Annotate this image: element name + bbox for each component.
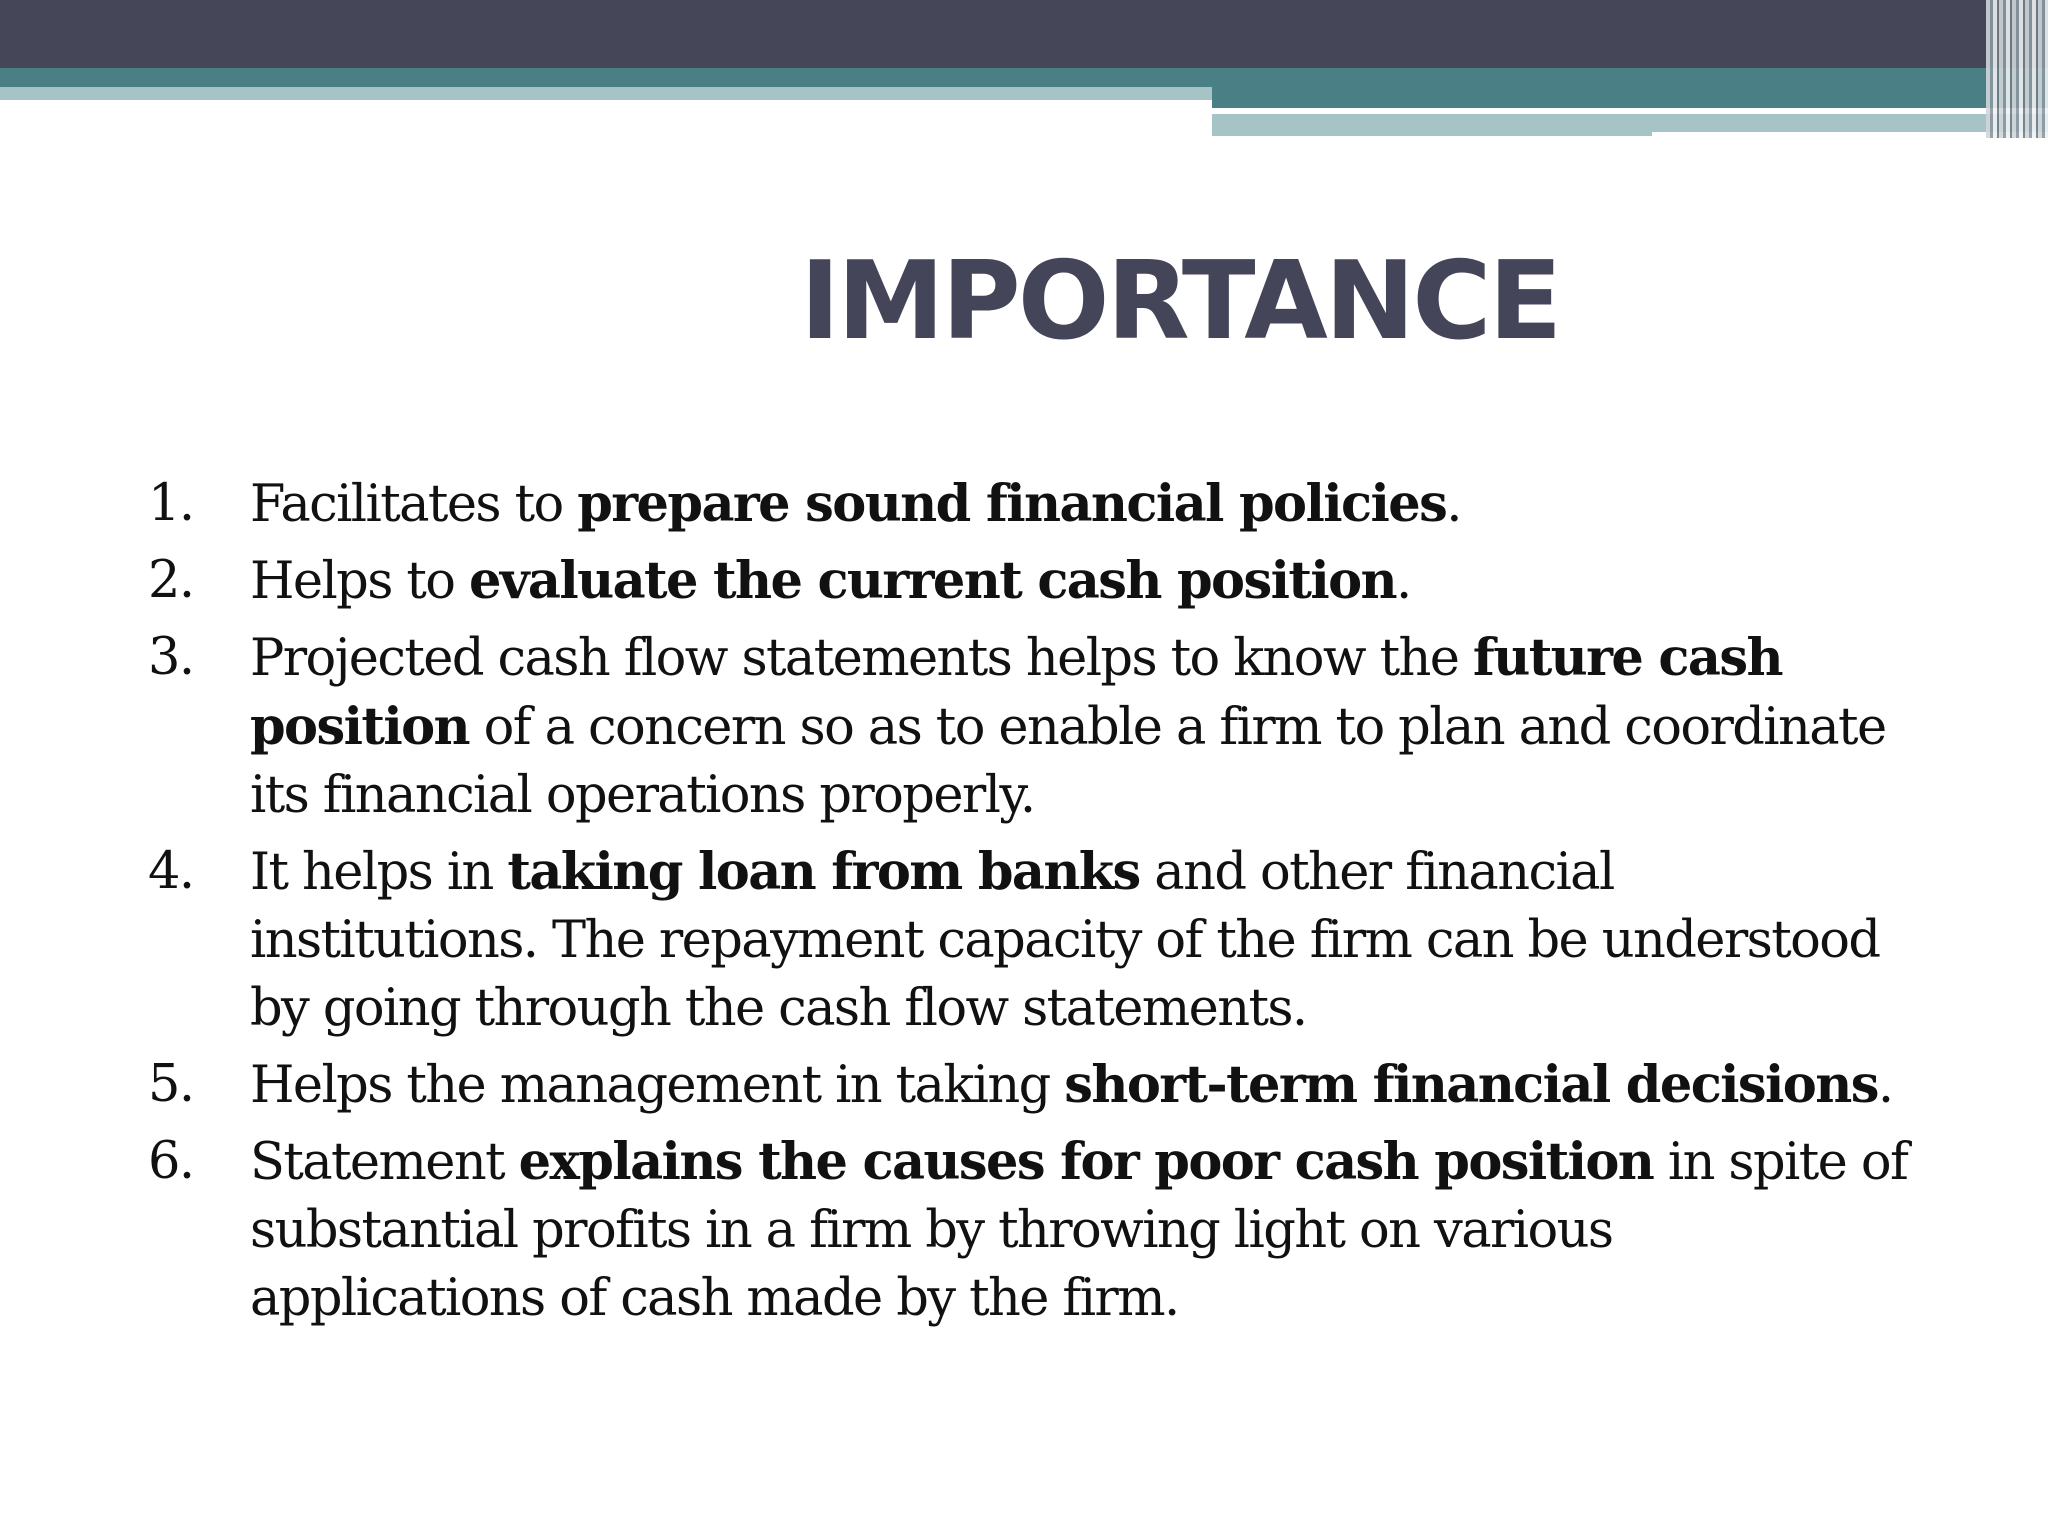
item-number: 4. <box>148 842 194 901</box>
list-item <box>148 1128 1908 1333</box>
list-item <box>148 470 1908 539</box>
item-text-part: in spite of substantial profits in a firm by throwing light on various applications of cash made by the firm. <box>250 1133 1908 1328</box>
item-number: 1. <box>148 474 194 533</box>
item-text <box>250 1133 1907 1328</box>
item-text-part: and other financial institutions. The repayment capacity of the firm can be understood by going through the cash flow statements. <box>250 843 1880 1038</box>
item-text-part: Statement <box>250 1133 519 1192</box>
item-text-part: . <box>1396 552 1411 611</box>
item-text <box>250 843 1879 1038</box>
item-text-part: It helps in <box>250 843 508 902</box>
item-text-emphasis: taking loan from banks <box>507 842 1140 902</box>
item-text-part: Helps the management in taking <box>250 1056 1065 1115</box>
header-band-teal-right <box>1212 68 2048 108</box>
item-text-part: Projected cash flow statements helps to know the <box>250 629 1473 688</box>
header-band-teal <box>0 68 1212 87</box>
item-number: 2. <box>148 551 194 610</box>
item-text-part: Facilitates to <box>250 475 578 534</box>
item-number: 3. <box>148 628 194 687</box>
item-number: 5. <box>148 1055 194 1114</box>
list-item <box>148 1051 1908 1120</box>
item-text-emphasis: future cash position <box>250 628 1782 757</box>
item-text-emphasis: short-term financial decisions <box>1064 1055 1878 1115</box>
item-text-emphasis: evaluate the current cash position <box>469 551 1396 611</box>
header-band-light <box>0 87 1212 100</box>
item-text-part: . <box>1877 1056 1893 1115</box>
item-text <box>250 629 1886 825</box>
item-text-emphasis: explains the causes for poor cash position <box>518 1132 1654 1192</box>
list-item <box>148 838 1908 1043</box>
item-text-part: Helps to <box>250 552 470 611</box>
item-text-part: of a concern so as to enable a firm to plan and coordinate its financial operations properly. <box>250 698 1886 825</box>
item-text <box>250 475 1461 534</box>
list-item <box>148 547 1908 616</box>
header-stripes-decoration <box>1986 0 2048 138</box>
item-text <box>250 552 1411 611</box>
item-text <box>250 1056 1892 1115</box>
header-band-dark <box>0 0 2048 68</box>
item-number: 6. <box>148 1132 194 1191</box>
item-text-emphasis: prepare sound financial policies <box>577 474 1447 534</box>
list-item <box>148 624 1908 830</box>
slide-title: IMPORTANCE <box>800 239 1560 364</box>
item-text-part: . <box>1446 475 1461 534</box>
importance-list <box>148 470 1908 1341</box>
